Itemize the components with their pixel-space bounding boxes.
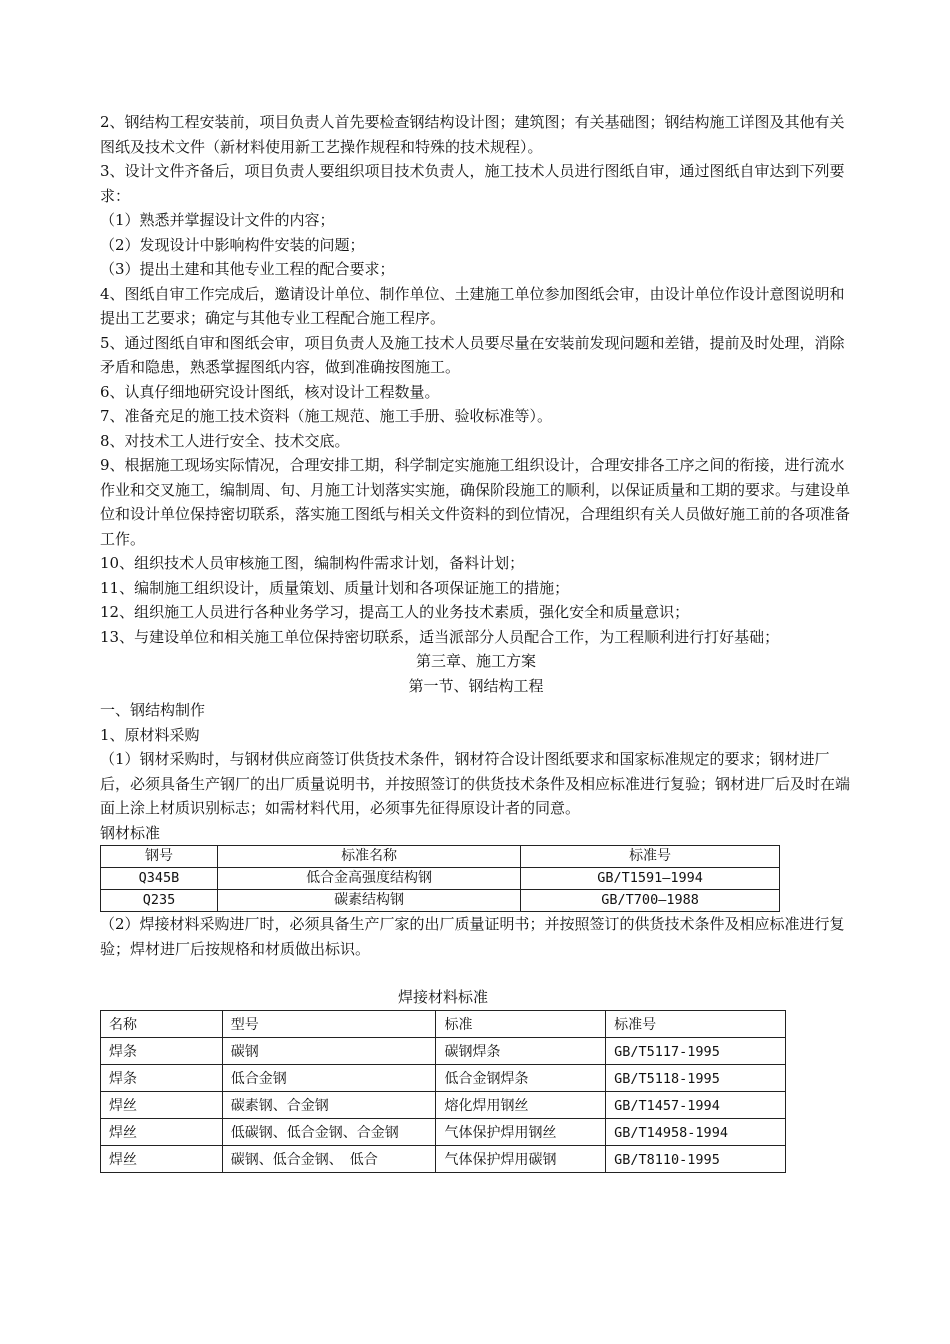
chapter-title: 第三章、施工方案 [415,652,536,670]
paragraph-item-10: 10、组织技术人员审核施工图，编制构件需求计划，备料计划； [100,554,525,572]
paragraph-weld-purchase: （2）焊接材料采购进厂时，必须具备生产厂家的出厂质量证明书；并按照签订的供货技术条件及相应标准进行复验；焊材进厂后按规格和材质做出标识。 [100,915,845,958]
table-cell: 低碳钢、低合金钢、合金钢 [222,1118,436,1145]
table-row [101,1037,786,1064]
table-cell: GB/T5118-1995 [606,1064,786,1091]
table-cell: 焊条 [101,1037,223,1064]
table-row [101,890,780,912]
paragraph-item-12: 12、组织施工人员进行各种业务学习，提高工人的业务技术素质，强化安全和质量意识； [100,603,690,621]
column-header: 名称 [101,1010,223,1037]
table-cell: 低合金高强度结构钢 [217,868,520,890]
sub-item-3: （3）提出土建和其他专业工程的配合要求； [100,260,395,278]
weld-materials-table [100,1010,786,1173]
paragraph-item-11: 11、编制施工组织设计，质量策划、质量计划和各项保证施工的措施； [100,578,570,597]
table-cell: 碳钢 [222,1037,436,1064]
table-row [101,1064,786,1091]
paragraph-item-2: 2、钢结构工程安装前，项目负责人首先要检查钢结构设计图；建筑图；有关基础图；钢结构施工详图及其他有关图纸及技术文件（新材料使用新工艺操作规程和特殊的技术规程）。 [100,113,845,156]
section-title: 第一节、钢结构工程 [408,676,544,695]
table-cell: GB/T700—1988 [521,890,780,912]
column-header: 标准 [436,1010,606,1037]
paragraph-item-5: 5、通过图纸自审和图纸会审，项目负责人及施工技术人员要尽量在安装前发现问题和差错，提前及时处理，消除矛盾和隐患，熟悉掌握图纸内容，做到准确按图施工。 [100,333,845,376]
column-header: 标准号 [606,1010,786,1037]
table-cell: Q235 [101,890,218,912]
sub-item-1: （1）熟悉并掌握设计文件的内容； [100,211,335,229]
table-cell: GB/T1457-1994 [606,1091,786,1118]
table-header-row [101,846,780,868]
table-cell: 碳素结构钢 [217,890,520,912]
table-cell: Q345B [101,868,218,890]
column-header: 标准号 [521,846,780,868]
column-header: 钢号 [101,846,218,868]
table-row [101,1145,786,1172]
heading-raw-material: 1、原材料采购 [100,725,200,744]
paragraph-item-4: 4、图纸自审工作完成后，邀请设计单位、制作单位、土建施工单位参加图纸会审，由设计单位作设计意图说明和提出工艺要求；确定与其他专业工程配合施工程序。 [100,284,845,327]
steel-table-caption: 钢材标准 [100,823,161,842]
table-cell: GB/T14958-1994 [606,1118,786,1145]
column-header: 型号 [222,1010,436,1037]
table-cell: 气体保护焊用碳钢 [436,1145,606,1172]
weld-table-caption: 焊接材料标准 [397,988,488,1006]
paragraph-item-13: 13、与建设单位和相关施工单位保持密切联系，适当派部分人员配合工作，为工程顺利进行打好基础； [100,627,780,646]
table-cell: 焊丝 [101,1145,223,1172]
paragraph-item-9: 9、根据施工现场实际情况，合理安排工期，科学制定实施施工组织设计，合理安排各工序之间的衔接，进行流水作业和交叉施工，编制周、旬、月施工计划落实实施，确保阶段施工的顺利，以保证质量和工期的要求。与建设单位和设计单位保持密切联系，落实施工图纸与相关文件资料的到位情况，合理组织有关人员做好施工前的各项准备工作。 [100,456,851,548]
table-cell: GB/T5117-1995 [606,1037,786,1064]
table-cell: 焊丝 [101,1118,223,1145]
sub-item-2: （2）发现设计中影响构件安装的问题； [100,235,365,254]
table-header-row [101,1010,786,1037]
paragraph-item-6: 6、认真仔细地研究设计图纸，核对设计工程数量。 [100,382,440,401]
table-cell: 熔化焊用钢丝 [436,1091,606,1118]
table-cell: 气体保护焊用钢丝 [436,1118,606,1145]
table-cell: 碳素钢、合金钢 [222,1091,436,1118]
paragraph-item-7: 7、准备充足的施工技术资料（施工规范、施工手册、验收标准等）。 [100,407,553,425]
table-row [101,1091,786,1118]
table-cell: 碳钢焊条 [436,1037,606,1064]
table-cell: GB/T1591—1994 [521,868,780,890]
document-body [100,110,852,1173]
table-row [101,868,780,890]
column-header: 标准名称 [217,846,520,868]
table-row [101,1118,786,1145]
paragraph-steel-purchase: （1）钢材采购时，与钢材供应商签订供货技术条件，钢材符合设计图纸要求和国家标准规定的要求；钢材进厂后，必须具备生产钢厂的出厂质量说明书，并按照签订的供货技术条件及相应标准进行复验；钢材进厂后及时在端面上涂上材质识别标志；如需材料代用，必须事先征得原设计者的同意。 [100,750,851,817]
table-cell: 低合金钢 [222,1064,436,1091]
table-cell: GB/T8110-1995 [606,1145,786,1172]
table-cell: 低合金钢焊条 [436,1064,606,1091]
paragraph-item-3: 3、设计文件齐备后，项目负责人要组织项目技术负责人，施工技术人员进行图纸自审，通过图纸自审达到下列要求： [100,162,845,205]
heading-steel-fabrication: 一、钢结构制作 [100,701,206,719]
steel-standards-table [100,845,780,912]
table-cell: 碳钢、低合金钢、 低合 [222,1145,436,1172]
table-cell: 焊条 [101,1064,223,1091]
paragraph-item-8: 8、对技术工人进行安全、技术交底。 [100,431,350,450]
table-cell: 焊丝 [101,1091,223,1118]
